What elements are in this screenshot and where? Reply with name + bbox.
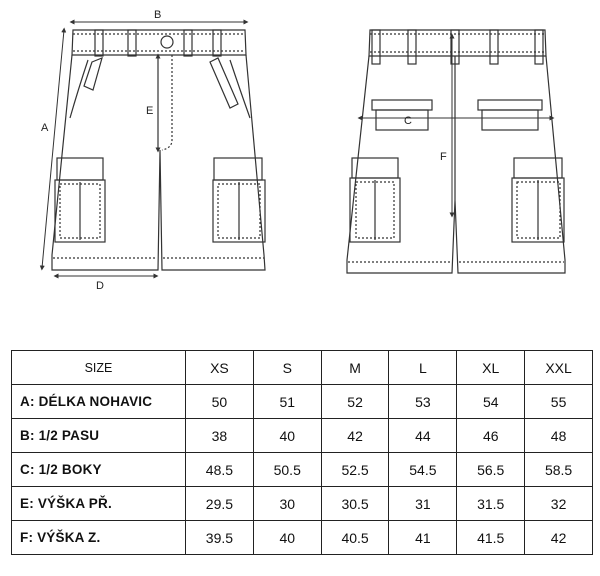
table-cell: 40 [253, 521, 321, 555]
table-cell: 29.5 [186, 487, 254, 521]
back-view-shorts [347, 30, 565, 273]
table-row [12, 453, 593, 487]
table-cell: 31 [389, 487, 457, 521]
row-label: E: VÝŠKA PŘ. [12, 487, 186, 521]
size-header-row [12, 351, 593, 385]
size-table [11, 350, 593, 555]
table-cell: 54 [457, 385, 525, 419]
table-cell: 46 [457, 419, 525, 453]
size-col-xl: XL [457, 351, 525, 385]
row-label: F: VÝŠKA Z. [12, 521, 186, 555]
table-cell: 58.5 [525, 453, 593, 487]
row-label: B: 1/2 PASU [12, 419, 186, 453]
size-header-label: SIZE [12, 351, 186, 385]
label-c: C [404, 115, 412, 127]
table-cell: 55 [525, 385, 593, 419]
size-col-xs: XS [186, 351, 254, 385]
size-col-xxl: XXL [525, 351, 593, 385]
label-e: E [146, 105, 154, 117]
label-f: F [440, 151, 447, 163]
table-cell: 44 [389, 419, 457, 453]
size-col-s: S [253, 351, 321, 385]
table-cell: 52.5 [321, 453, 389, 487]
table-cell: 53 [389, 385, 457, 419]
table-cell: 42 [525, 521, 593, 555]
size-col-m: M [321, 351, 389, 385]
table-cell: 30 [253, 487, 321, 521]
table-cell: 41 [389, 521, 457, 555]
label-b: B [154, 9, 162, 21]
row-label: C: 1/2 BOKY [12, 453, 186, 487]
table-row [12, 487, 593, 521]
table-cell: 38 [186, 419, 254, 453]
label-d: D [96, 280, 104, 292]
table-cell: 51 [253, 385, 321, 419]
row-label: A: DÉLKA NOHAVIC [12, 385, 186, 419]
table-cell: 32 [525, 487, 593, 521]
label-a: A [41, 122, 49, 134]
table-cell: 31.5 [457, 487, 525, 521]
table-cell: 42 [321, 419, 389, 453]
table-cell: 56.5 [457, 453, 525, 487]
table-cell: 54.5 [389, 453, 457, 487]
table-cell: 50.5 [253, 453, 321, 487]
table-cell: 50 [186, 385, 254, 419]
table-cell: 41.5 [457, 521, 525, 555]
table-row [12, 521, 593, 555]
table-cell: 52 [321, 385, 389, 419]
table-row [12, 419, 593, 453]
size-col-l: L [389, 351, 457, 385]
table-cell: 40 [253, 419, 321, 453]
table-cell: 48.5 [186, 453, 254, 487]
table-row [12, 385, 593, 419]
table-cell: 30.5 [321, 487, 389, 521]
table-cell: 40.5 [321, 521, 389, 555]
table-cell: 39.5 [186, 521, 254, 555]
table-cell: 48 [525, 419, 593, 453]
